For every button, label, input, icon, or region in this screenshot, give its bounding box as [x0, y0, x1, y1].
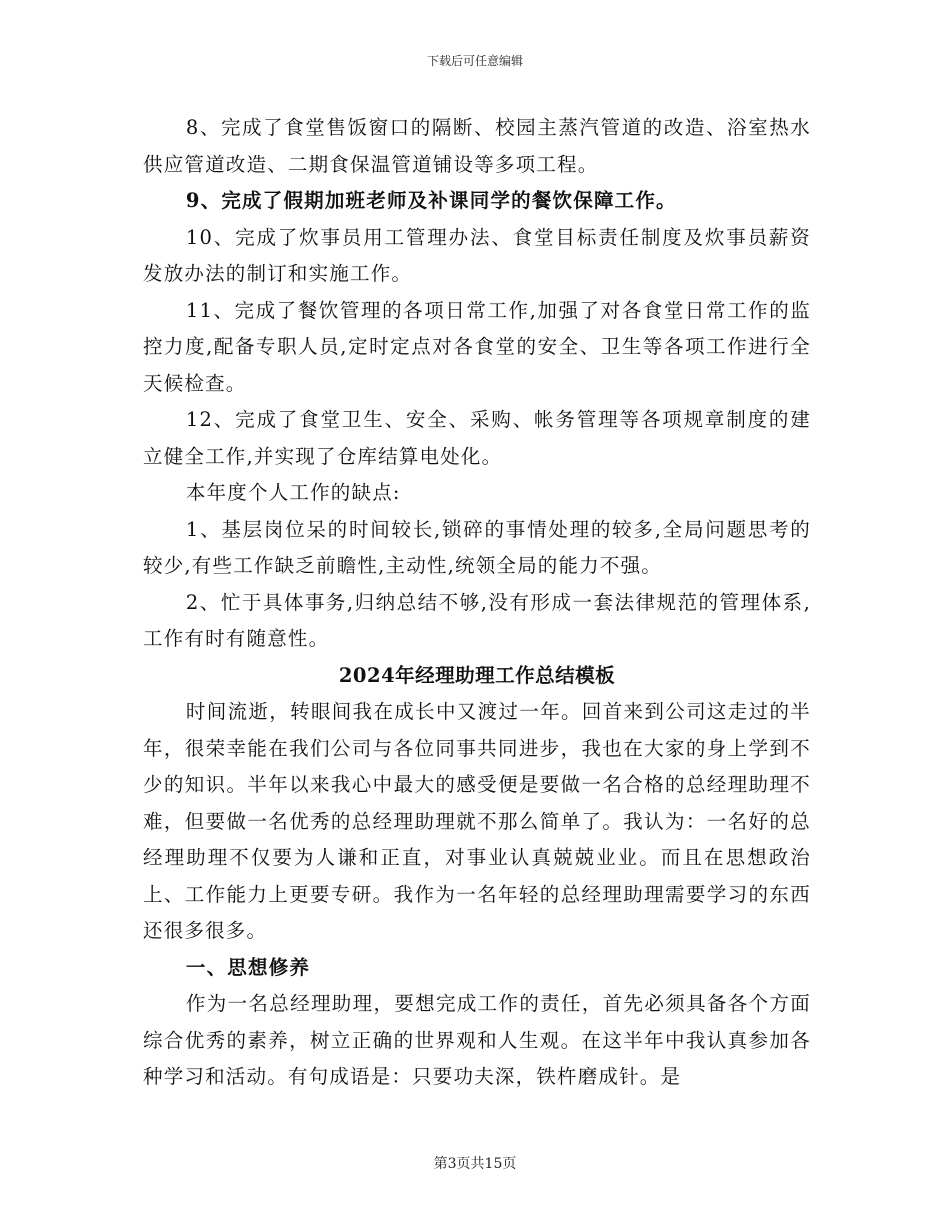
ideological-paragraph: 作为一名总经理助理，要想完成工作的责任，首先必须具备各个方面综合优秀的素养，树立正确的世界观和人生观。在这半年中我认真参加各种学习和活动。有句成语是：只要功夫深，铁杵磨成针。是: [143, 992, 811, 1088]
shortcomings-heading: 本年度个人工作的缺点:: [185, 481, 401, 504]
page-header: 下载后可任意编辑: [426, 54, 523, 68]
shortcoming-item-1: 1、基层岗位呆的时间较长,锁碎的事情处理的较多,全局问题思考的较少,有些工作缺乏前瞻性,主动性,统领全局的能力不强。: [143, 517, 811, 577]
paragraph-item-8: 8、完成了食堂售饭窗口的隔断、校园主蒸汽管道的改造、浴室热水供应管道改造、二期食保温管道铺设等多项工程。: [143, 116, 811, 176]
document-body: [143, 110, 811, 1096]
paragraph-item-10: 10、完成了炊事员用工管理办法、食堂目标责任制度及炊事员薪资发放办法的制订和实施工作。: [143, 225, 811, 285]
page-footer: 第3页共15页: [433, 1156, 517, 1172]
shortcoming-item-2: 2、忙于具体事务,归纳总结不够,没有形成一套法律规范的管理体系,工作有时有随意性。: [143, 590, 811, 650]
intro-paragraph: 时间流逝，转眼间我在成长中又渡过一年。回首来到公司这走过的半年，很荣幸能在我们公司与各位同事共同进步，我也在大家的身上学到不少的知识。半年以来我心中最大的感受便是要做一名合格的总经理助理不难，但要做一名优秀的总经理助理就不那么简单了。我认为：一名好的总经理助理不仅要为人谦和正直，对事业认真兢兢业业。而且在思想政治上、工作能力上更要专研。我作为一名年轻的总经理助理需要学习的东西还很多很多。: [143, 700, 811, 942]
paragraph-item-9: 9、完成了假期加班老师及补课同学的餐饮保障工作。: [185, 189, 677, 212]
paragraph-item-12: 12、完成了食堂卫生、安全、采购、帐务管理等各项规章制度的建立健全工作,并实现了仓库结算电处化。: [143, 408, 811, 468]
paragraph-item-11: 11、完成了餐饮管理的各项日常工作,加强了对各食堂日常工作的监控力度,配备专职人员,定时定点对各食堂的安全、卫生等各项工作进行全天候检查。: [143, 298, 811, 395]
section-title: 2024年经理助理工作总结模板: [338, 663, 616, 687]
subheading-ideological-cultivation: 一、思想修养: [185, 955, 311, 979]
